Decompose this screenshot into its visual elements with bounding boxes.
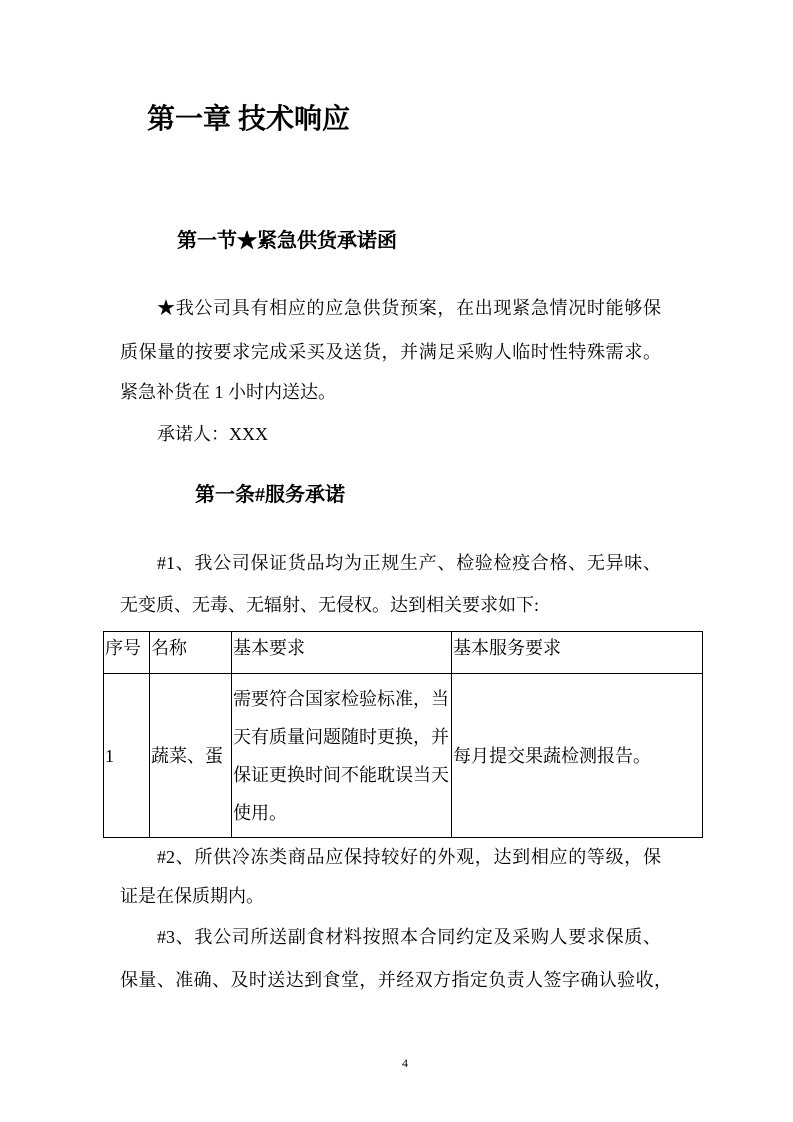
- cell-name: 蔬菜、蛋: [150, 674, 232, 838]
- section-title: 第一节★紧急供货承诺函: [177, 230, 397, 252]
- paragraph-line: 证是在保质期内。: [120, 886, 264, 906]
- table-row: [104, 674, 703, 838]
- paragraph-line: ★我公司具有相应的应急供货预案，在出现紧急情况时能够保: [157, 298, 661, 318]
- header-cell: 名称: [150, 632, 232, 674]
- paragraph-line: 紧急补货在 1 小时内送达。: [120, 382, 336, 402]
- header-cell: 序号: [104, 632, 150, 674]
- article-title: 第一条#服务承诺: [195, 484, 345, 506]
- cell-service: 每月提交果蔬检测报告。: [452, 674, 703, 838]
- requirements-table: [103, 631, 703, 838]
- page-number: 4: [402, 1056, 408, 1070]
- chapter-title: 第一章 技术响应: [147, 104, 351, 135]
- paragraph-line: #1、我公司保证货品均为正规生产、检验检疫合格、无异味、: [157, 553, 661, 573]
- promisor-line: 承诺人：XXX: [157, 424, 268, 444]
- table-header-row: [104, 632, 703, 674]
- paragraph-line: 质保量的按要求完成采买及送货，并满足采购人临时性特殊需求。: [120, 342, 661, 362]
- header-cell: 基本要求: [232, 632, 452, 674]
- header-cell: 基本服务要求: [452, 632, 703, 674]
- cell-requirement: 需要符合国家检验标准，当天有质量问题随时更换，并保证更换时间不能耽误当天使用。: [232, 674, 452, 838]
- paragraph-line: 无变质、无毒、无辐射、无侵权。达到相关要求如下:: [120, 595, 539, 615]
- paragraph-line: #3、我公司所送副食材料按照本合同约定及采购人要求保质、: [157, 927, 661, 947]
- cell-no: 1: [104, 674, 150, 838]
- paragraph-line: #2、所供冷冻类商品应保持较好的外观，达到相应的等级，保: [157, 847, 661, 867]
- paragraph-line: 保量、准确、及时送达到食堂，并经双方指定负责人签字确认验收，: [120, 970, 672, 990]
